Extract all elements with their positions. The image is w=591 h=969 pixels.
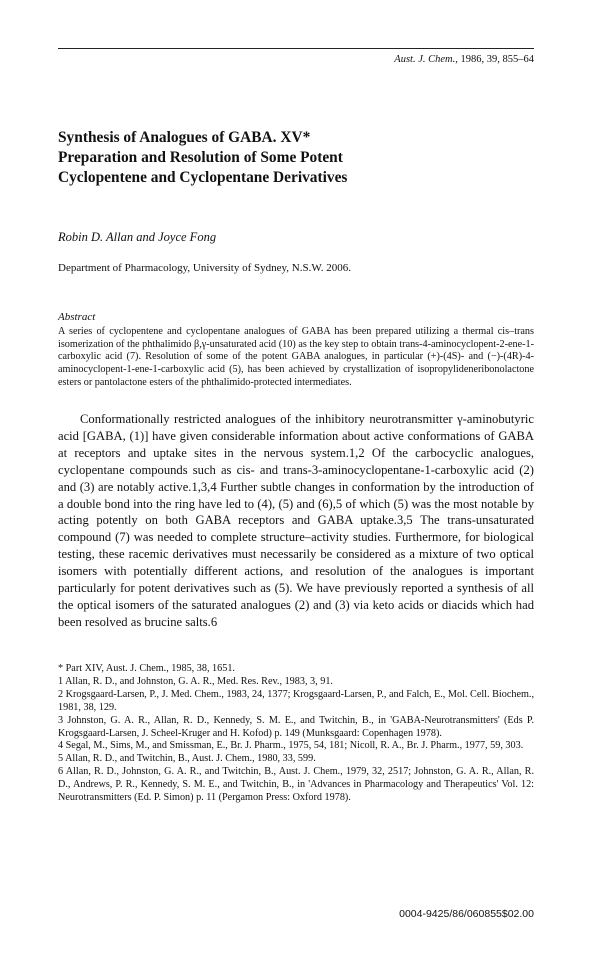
footnote-1: 1 Allan, R. D., and Johnston, G. A. R., Med. Res. Rev., 1983, 3, 91. — [58, 675, 333, 687]
footnote-2: 2 Krogsgaard-Larsen, P., J. Med. Chem., 1983, 24, 1377; Krogsgaard-Larsen, P., and Falch, E., Mol. Cell. Biochem., 1981, 38, 129. — [58, 688, 534, 713]
authors: Robin D. Allan and Joyce Fong — [58, 230, 217, 244]
header-rule — [58, 48, 534, 49]
footnote-3: 3 Johnston, G. A. R., Allan, R. D., Kennedy, S. M. E., and Twitchin, B., in 'GABA-Neurotransmitters' (Eds P. Krogsgaard-Larsen, J. Scheel-Kruger and H. Kofod) p. 149 (Munksgaard: Copenhagen 1978). — [58, 714, 534, 739]
title-line-1: Synthesis of Analogues of GABA. XV* — [58, 129, 311, 146]
footnote-4: 4 Segal, M., Sims, M., and Smissman, E., Br. J. Pharm., 1975, 54, 181; Nicoll, R. A., Br. J. Pharm., 1977, 59, 303. — [58, 740, 524, 752]
title-line-2: Preparation and Resolution of Some Potent — [58, 149, 343, 166]
running-head — [394, 54, 534, 65]
footnote-5: 5 Allan, R. D., and Twitchin, B., Aust. J. Chem., 1980, 33, 599. — [58, 753, 316, 765]
footnote-star: * Part XIV, Aust. J. Chem., 1985, 38, 1651. — [58, 663, 235, 674]
journal-citation: , 1986, 39, 855–64 — [455, 54, 534, 65]
footer-code: 0004-9425/86/060855$02.00 — [399, 908, 534, 920]
footnotes — [58, 663, 534, 805]
body-paragraph: Conformationally restricted analogues of the inhibitory neurotransmitter γ-aminobutyric acid [GABA, (1)] have given considerable information about active conformations of GABA at receptors and uptake sites in the nervous system.1,2 Of the carbocyclic analogues, cyclopentane compounds such as cis- and trans-3-aminocyclopentane-1-carboxylic acid (2) and (3) are notably active.1,3,4 Further subtle changes in conformation by the introduction of a double bond into the ring have led to (4), (5) and (6),5 of which (5) was the most notable by acting potently on both GABA receptors and GABA uptake.3,5 The trans-unsaturated compound (7) was needed to complete structure–activity studies. Furthermore, for biological testing, these racemic derivatives must necessarily be considered as a mixture of two optical isomers with potentially different actions, and resolution of the analogues is important particularly for potent derivatives such as (5). We have previously reported a synthesis of all the optical isomers of the saturated analogues (2) and (3) via keto acids or diacids which had been resolved as brucine salts.6 — [58, 412, 534, 629]
abstract-text: A series of cyclopentene and cyclopentane analogues of GABA has been prepared utilizing a thermal cis–trans isomerization of the phthalimido β,γ-unsaturated acid (10) as the key step to obtain trans-4-aminocyclopent-2-ene-1-carboxylic acid (7). Resolution of some of the potent GABA analogues, in particular (+)-(4S)- and (−)-(4R)-4-aminocyclopent-1-ene-1-carboxylic acid (5), has been achieved by crystallization of isopropylideneribonolactone esters or pantolactone esters of the phthalimido-protected intermediates. — [58, 326, 534, 388]
title-line-3: Cyclopentene and Cyclopentane Derivatives — [58, 169, 348, 186]
article-title — [58, 128, 538, 188]
body-text — [58, 411, 534, 631]
journal-name: Aust. J. Chem. — [394, 54, 456, 65]
abstract-heading: Abstract — [58, 311, 96, 323]
affiliation: Department of Pharmacology, University of Sydney, N.S.W. 2006. — [58, 262, 351, 274]
footnote-6: 6 Allan, R. D., Johnston, G. A. R., and Twitchin, B., Aust. J. Chem., 1979, 32, 2517; Johnston, G. A. R., Allan, R. D., Andrews, P. R., Kennedy, S. M. E., and Twitchin, B., in 'Advances in Pharmacology and Therapeutics' Vol. 12: Neurotransmitters (Ed. P. Simon) p. 11 (Pergamon Press: Oxford 1978). — [58, 766, 534, 804]
